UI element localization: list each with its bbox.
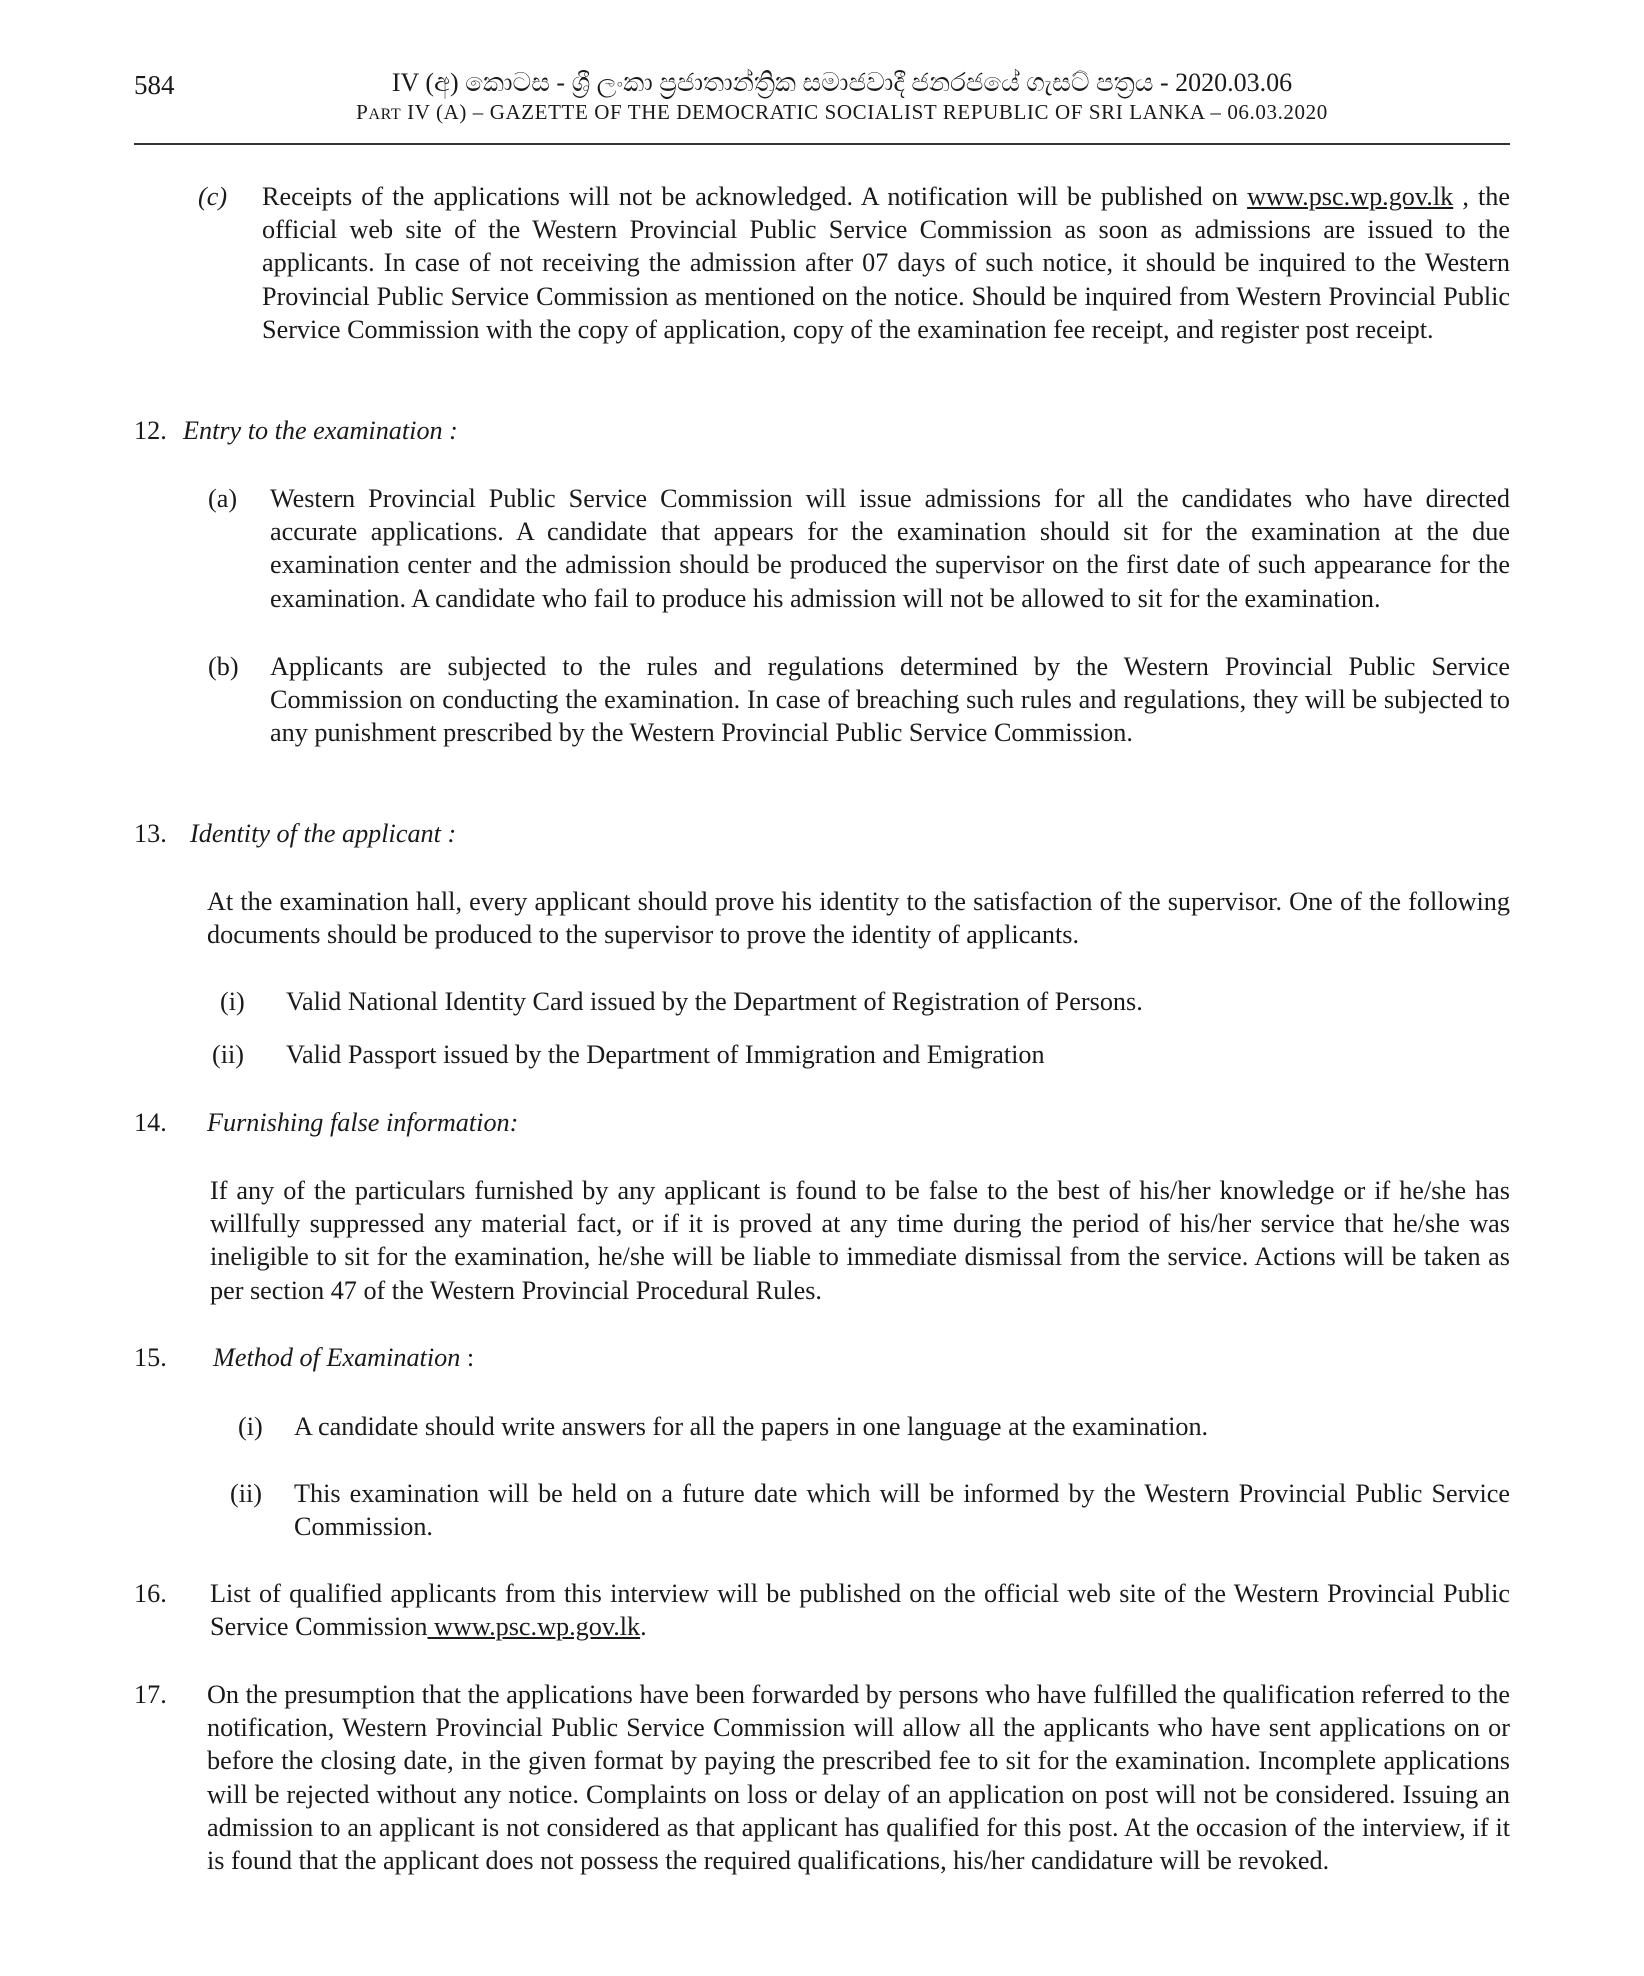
- section-13-heading: Identity of the applicant :: [190, 819, 457, 848]
- section-12a-label: (a): [208, 484, 238, 513]
- section-12-heading: Entry to the examination :: [183, 416, 458, 445]
- item-11c-label: (c): [198, 182, 228, 211]
- section-13-ii-label: (ii): [212, 1040, 244, 1069]
- section-12-number: 12.: [134, 416, 167, 445]
- section-13-ii-text: Valid Passport issued by the Department of Immigration and Emigration: [286, 1040, 1045, 1069]
- section-15-ii-text: This examination will be held on a future date which will be informed by the Western Provincial Public Service Commission.: [294, 1479, 1510, 1542]
- section-15-ii-label: (ii): [230, 1479, 262, 1508]
- section-17-text: On the presumption that the applications have been forwarded by persons who have fulfilled the qualification referred to the notification, Western Provincial Public Service Commission will allow all the applicants who have sent applications on or before the closing date, in the given format by paying the prescribed fee to sit for the examination. Incomplete applications will be rejected without any notice. Complaints on loss or delay of an application on post will not be considered. Issuing an admission to an applicant is not considered as that applicant has qualified for this post. At the occasion of the interview, if it is found that the applicant does not possess the required qualifications, his/her candidature will be revoked.: [207, 1680, 1510, 1876]
- page-number: 584: [134, 70, 175, 100]
- section-12b-label: (b): [208, 652, 239, 681]
- psc-website-link[interactable]: www.psc.wp.gov.lk: [1247, 182, 1454, 211]
- section-13-intro: At the examination hall, every applicant should prove his identity to the satisfaction of the supervisor. One of the following documents should be produced to the supervisor to prove the identity of applicants.: [207, 887, 1510, 950]
- section-17-number: 17.: [134, 1680, 167, 1709]
- section-16-text: [210, 1577, 1510, 1643]
- header-english-title: [0, 100, 1644, 125]
- section-14-text: If any of the particulars furnished by any applicant is found to be false to the best of his/her knowledge or if he/she has willfully suppressed any material fact, or if it is proved at any time during the period of his/her service that he/she was ineligible to sit for the examination, he/she will be liable to immediate dismissal from the service. Actions will be taken as per section 47 of the Western Provincial Procedural Rules.: [210, 1176, 1510, 1305]
- header-divider: [134, 143, 1510, 145]
- section-15-number-text: 15.: [134, 1343, 167, 1372]
- section-16-number: 16.: [134, 1579, 167, 1608]
- section-15-heading-colon: :: [460, 1343, 475, 1372]
- section-12b-text: Applicants are subjected to the rules and regulations determined by the Western Provincial Public Service Commission on conducting the examination. In case of breaching such rules and regulations, they will be subjected to any punishment prescribed by the Western Provincial Public Service Commission.: [270, 652, 1510, 748]
- section-13-i-label: (i): [220, 987, 245, 1016]
- section-13-number: 13.: [134, 819, 167, 848]
- item-11c-text-after: , the official web site of the Western Provincial Public Service Commission as soon as admissions are issued to the applicants. In case of not receiving the admission after 07 days of such notice, it should be inquired to the Western Provincial Public Service Commission as mentioned on the notice. Should be inquired from Western Provincial Public Service Commission with the copy of application, copy of the examination fee receipt, and register post receipt.: [262, 182, 1510, 344]
- header-part-initial: P: [356, 100, 369, 124]
- header-english-rest: IV (A) – GAZETTE OF THE DEMOCRATIC SOCIALIST REPUBLIC OF SRI LANKA – 06.03.2020: [401, 100, 1328, 124]
- section-16-text-before: List of qualified applicants from this interview will be published on the official web site of the Western Provincial Public Service Commission: [210, 1579, 1510, 1642]
- header-sinhala-title: IV (අ) කොටස - ශ්‍රී ලංකා ප්‍රජාතාන්ත්‍රික සමාජවාදී ජනරජයේ ගැසට් පත්‍රය - 2020.03.06: [391, 68, 1293, 97]
- section-15-i-label: (i): [238, 1412, 263, 1441]
- section-15-number: [134, 1341, 167, 1374]
- psc-website-link-16[interactable]: www.psc.wp.gov.lk: [427, 1612, 641, 1642]
- section-14-heading: Furnishing false information:: [207, 1108, 519, 1137]
- section-15-heading-text: Method of Examination: [213, 1343, 461, 1372]
- section-15-i-text: A candidate should write answers for all the papers in one language at the examination.: [294, 1412, 1209, 1441]
- item-11c-text-before: Receipts of the applications will not be acknowledged. A notification will be published on: [262, 182, 1248, 211]
- item-11c-text: [262, 180, 1510, 346]
- section-16-text-after: .: [640, 1612, 647, 1642]
- section-13-i-text: Valid National Identity Card issued by the Department of Registration of Persons.: [286, 987, 1143, 1016]
- header-part-rest: ART: [368, 106, 402, 123]
- section-15-heading: [213, 1341, 474, 1374]
- section-12a-text: Western Provincial Public Service Commission will issue admissions for all the candidates who have directed accurate applications. A candidate that appears for the examination should sit for the examination at the due examination center and the admission should be produced the supervisor on the first date of such appearance for the examination. A candidate who fail to produce his admission will not be allowed to sit for the examination.: [270, 484, 1510, 613]
- section-14-number: 14.: [134, 1108, 167, 1137]
